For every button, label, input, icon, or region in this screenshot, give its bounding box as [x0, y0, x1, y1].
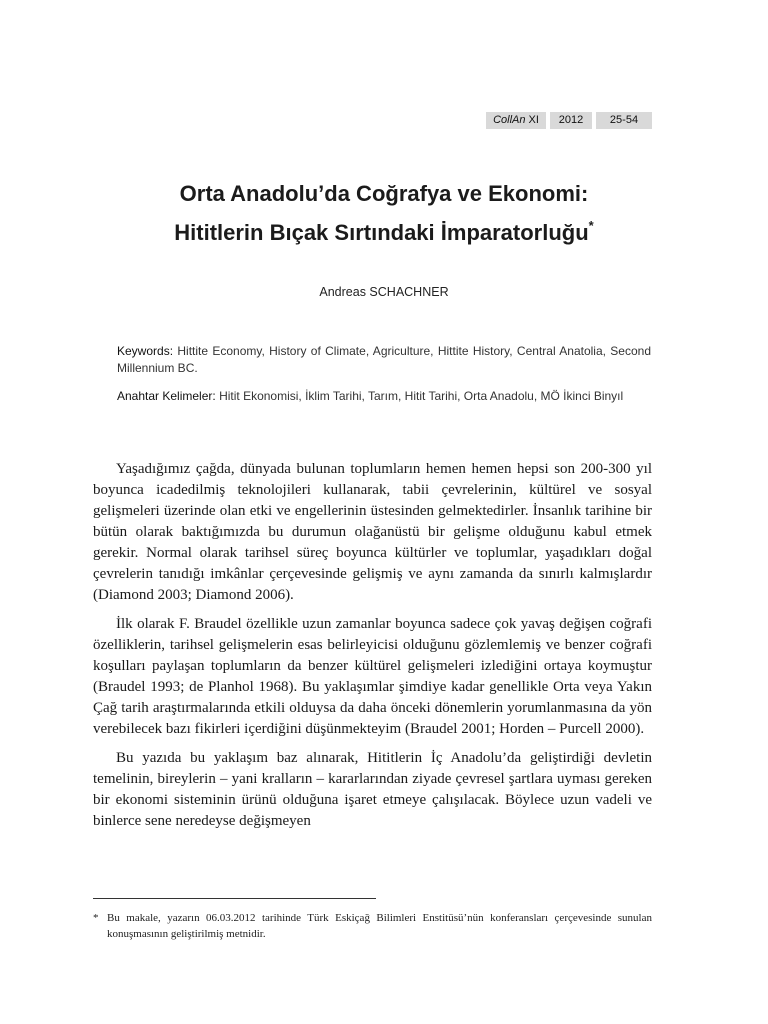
article-title	[100, 178, 668, 249]
keywords-turkish	[117, 388, 651, 405]
title-line-1: Orta Anadolu’da Coğrafya ve Ekonomi:	[179, 181, 589, 206]
running-header	[486, 112, 652, 129]
anahtar-kelimeler-text: Hitit Ekonomisi, İklim Tarihi, Tarım, Hitit Tarihi, Orta Anadolu, MÖ İkinci Binyıl	[219, 389, 624, 403]
journal-name: CollAn	[493, 114, 526, 126]
pages-badge: 25-54	[596, 112, 652, 129]
keywords-english	[117, 343, 651, 377]
year-badge: 2012	[550, 112, 592, 129]
body-paragraph-3: Bu yazıda bu yaklaşım baz alınarak, Hititlerin İç Anadolu’da geliştirdiği devletin temelinin, bireylerin – yani kralların – kararlarından ziyade çevresel şartlara uyması gereken bir ekonomi sisteminin ürünü olduğuna işaret etmeye çalışılacak. Böylece uzun vadeli ve binlerce sene neredeyse değişmeyen	[93, 750, 652, 829]
title-line-2	[100, 210, 668, 249]
body-paragraph-1: Yaşadığımız çağda, dünyada bulunan toplumların hemen hemen hepsi son 200-300 yıl boyunca icadedilmiş teknolojileri kullanarak, tabii çevrelerinin, kültürel ve sosyal gelişmeleri üzerinde olan etki ve engellerinin üstesinden gelmektedirler. İnsanlık tarihine bir bütün olarak baktığımızda bu durumun olağanüstü bir gelişme olduğunu kabul etmek gerekir. Normal olarak tarihsel süreç boyunca kültürler ve toplumlar, yaşadıkları doğal çevrelerin tanıdığı imkânlar çerçevesinde gelişmiş ve aynı zamanda da sınırlı kalmışlardır (Diamond 2003; Diamond 2006).	[93, 461, 652, 603]
author-name: Andreas SCHACHNER	[319, 285, 449, 299]
article-body	[93, 459, 652, 840]
keywords-label: Keywords:	[117, 344, 174, 358]
anahtar-kelimeler-label: Anahtar Kelimeler:	[117, 389, 216, 403]
footnote	[93, 910, 652, 942]
footnote-marker: *	[93, 912, 99, 924]
body-paragraph-2: İlk olarak F. Braudel özellikle uzun zamanlar boyunca sadece çok yavaş değişen coğrafi özelliklerin, tarihsel gelişmelerin esas belirleyicisi olduğunu gözlemlemiş ve benzer coğrafi koşulları paylaşan toplumların da benzer kültürel gelişmeleri izlediğini ortaya koymuştur (Braudel 1993; de Planhol 1968). Bu yaklaşımlar şimdiye kadar genellikle Orta veya Yakın Çağ tarih araştırmalarında etkili olduysa da daha önceki dönemlerin yorumlanmasına da yön verebilecek bazı fikirleri içerdiğini düşünmekteyim (Braudel 2001; Horden – Purcell 2000).	[93, 616, 652, 737]
footnote-text: Bu makale, yazarın 06.03.2012 tarihinde Türk Eskiçağ Bilimleri Enstitüsü’nün konferansları çerçevesinde sunulan konuşmasının geliştirilmiş metnidir.	[107, 912, 652, 940]
title-line-2-text: Hititlerin Bıçak Sırtındaki İmparatorluğu	[174, 220, 589, 245]
journal-badge	[486, 112, 546, 129]
footnote-divider	[93, 898, 376, 899]
keywords-text: Hittite Economy, History of Climate, Agriculture, Hittite History, Central Anatolia, Second Millennium BC.	[117, 344, 651, 375]
journal-volume: XI	[528, 114, 539, 126]
title-footnote-marker: *	[588, 218, 594, 233]
